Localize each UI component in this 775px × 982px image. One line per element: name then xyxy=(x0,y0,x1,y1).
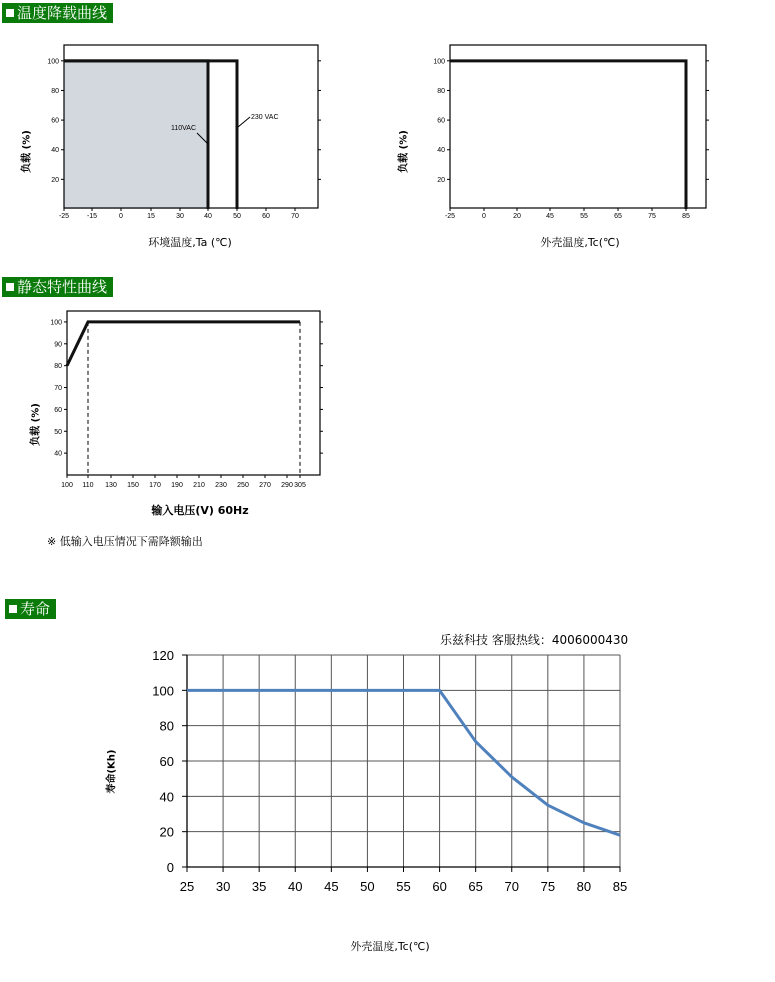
chart4-y-tick-label: 40 xyxy=(159,789,174,805)
chart1-x-label: 环境温度,Ta (℃) xyxy=(148,236,232,249)
chart2-y-label: 负载 (%) xyxy=(398,130,410,173)
chart4-x-tick-label: 60 xyxy=(432,879,447,894)
chart3-x-tick-label: 130 xyxy=(105,482,117,489)
chart3-x-tick-label: 230 xyxy=(215,482,227,489)
chart4-y-tick-label: 0 xyxy=(166,860,174,875)
section-title: 静态特性曲线 xyxy=(17,278,108,296)
chart4-y-tick-label: 60 xyxy=(159,754,174,769)
chart3-x-tick-label: 290 xyxy=(281,482,293,489)
chart1-x-tick-label: 15 xyxy=(147,213,155,220)
chart3-x-tick-label: 250 xyxy=(237,482,249,489)
chart3-y-label: 负载 (%) xyxy=(30,403,42,446)
chart1-x-tick-label: -25 xyxy=(58,213,70,220)
chart3-x-tick-label: 270 xyxy=(259,482,271,489)
chart2-y-tick-label: 60 xyxy=(437,117,445,125)
chart4-y-tick-label: 80 xyxy=(159,718,174,734)
chart1-y-tick-label: 80 xyxy=(51,87,59,95)
chart4-x-tick-label: 55 xyxy=(396,879,411,894)
chart2-y-tick-label: 80 xyxy=(437,87,445,95)
chart2-plot-frame xyxy=(450,45,706,208)
chart3-series-line xyxy=(67,322,300,366)
chart3-x-tick-label: 190 xyxy=(171,482,183,489)
chart4-x-tick-label: 75 xyxy=(540,879,556,894)
chart2-y-tick-label: 20 xyxy=(437,176,445,184)
chart2-y-tick-label: 100 xyxy=(433,58,445,66)
chart2-x-label: 外壳温度,Tc(℃) xyxy=(540,236,620,249)
chart1-x-tick-label: -15 xyxy=(86,213,98,220)
chart3-y-tick-label: 60 xyxy=(54,406,62,414)
chart2-x-tick-label: 20 xyxy=(513,213,521,220)
chart2-x-tick-label: 65 xyxy=(614,213,622,220)
chart4-x-tick-label: 25 xyxy=(179,879,195,894)
chart4-y-tick-label: 20 xyxy=(159,824,174,840)
chart4-x-tick-label: 70 xyxy=(504,879,519,894)
chart1-shaded-area xyxy=(64,61,208,209)
chart1-y-label: 负载 (%) xyxy=(21,130,33,173)
chart2-x-tick-label: 45 xyxy=(546,213,554,220)
chart4-x-tick-label: 85 xyxy=(612,879,628,894)
section-title: 寿命 xyxy=(20,600,51,618)
chart4-x-tick-label: 45 xyxy=(324,879,339,894)
chart4-y-tick-label: 100 xyxy=(152,683,174,699)
chart1-x-tick-label: 50 xyxy=(233,213,241,220)
chart1-x-tick-label: 30 xyxy=(176,213,184,220)
chart2-x-tick-label: 55 xyxy=(580,213,588,220)
chart2-x-tick-label: 75 xyxy=(648,213,656,220)
chart3-x-tick-label: 210 xyxy=(193,482,205,489)
service-hotline: 乐兹科技 客服热线：4006000430 xyxy=(440,633,629,647)
chart1-series-label-110vac: 110VAC xyxy=(171,125,197,132)
chart4-x-tick-label: 35 xyxy=(251,879,267,894)
chart2-x-tick-label: -25 xyxy=(444,213,456,220)
chart3-x-tick-label: 110 xyxy=(82,482,94,489)
derating-note: ※ 低输入电压情况下需降额输出 xyxy=(47,535,203,548)
chart2-x-tick-label: 0 xyxy=(482,213,486,220)
chart3-y-tick-label: 80 xyxy=(54,363,62,371)
section-title: 温度降载曲线 xyxy=(17,4,108,22)
chart3-y-tick-label: 40 xyxy=(54,450,62,458)
chart1-x-tick-label: 40 xyxy=(204,213,212,220)
chart1-y-tick-label: 20 xyxy=(51,176,59,184)
chart2-x-tick-label: 85 xyxy=(682,213,690,220)
chart1-y-tick-label: 100 xyxy=(47,58,59,66)
chart3-y-tick-label: 50 xyxy=(54,428,62,436)
chart3-x-tick-label: 150 xyxy=(127,482,139,489)
chart4-x-tick-label: 65 xyxy=(468,879,483,894)
chart4-x-tick-label: 40 xyxy=(288,879,303,894)
chart3-x-tick-label: 305 xyxy=(294,482,306,489)
chart1-series-label-230vac: 230 VAC xyxy=(251,114,279,121)
chart4-x-tick-label: 30 xyxy=(215,879,231,894)
chart4-y-label: 寿命(Kh) xyxy=(106,749,118,794)
chart1-y-tick-label: 60 xyxy=(51,117,59,125)
chart3-y-tick-label: 70 xyxy=(54,385,62,393)
chart3-x-tick-label: 100 xyxy=(61,482,73,489)
chart2-y-tick-label: 40 xyxy=(437,147,445,155)
chart3-x-tick-label: 170 xyxy=(149,482,161,489)
chart2-series-line xyxy=(450,61,686,209)
chart4-x-label: 外壳温度,Tc(℃) xyxy=(350,940,430,953)
chart1-callout-230vac xyxy=(238,117,250,127)
chart3-x-label: 输入电压(V) 60Hz xyxy=(151,504,249,517)
chart1-y-tick-label: 40 xyxy=(51,147,59,155)
chart4-x-tick-label: 80 xyxy=(576,879,592,894)
chart3-y-tick-label: 100 xyxy=(50,319,62,327)
chart4-y-tick-label: 120 xyxy=(152,648,174,663)
chart1-x-tick-label: 0 xyxy=(119,213,123,220)
chart1-x-tick-label: 70 xyxy=(291,213,299,220)
chart1-x-tick-label: 60 xyxy=(262,213,270,220)
chart3-plot-frame xyxy=(67,311,320,475)
chart3-y-tick-label: 90 xyxy=(54,341,62,349)
chart4-x-tick-label: 50 xyxy=(360,879,375,894)
